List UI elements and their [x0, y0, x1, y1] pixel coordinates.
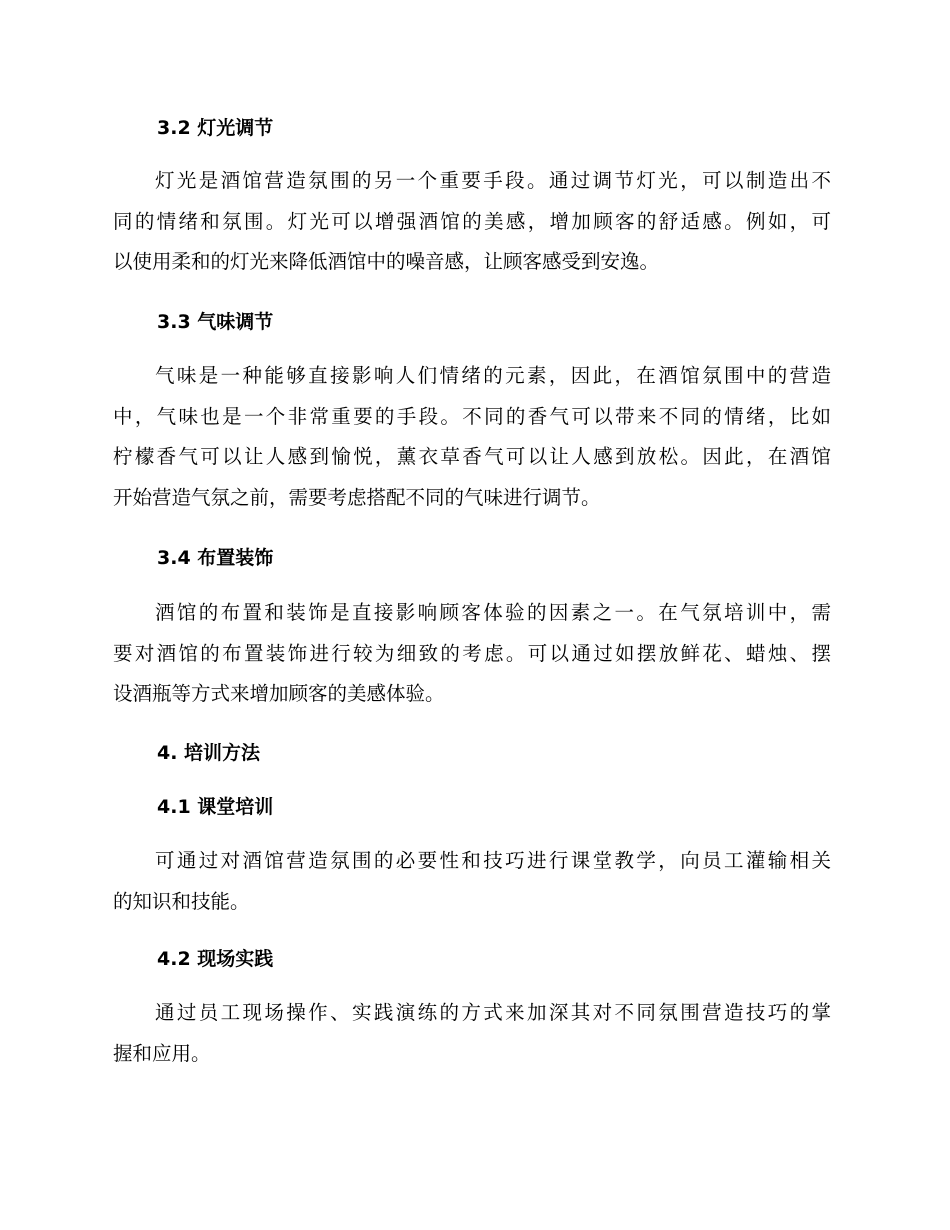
paragraph-line: 开始营造气氛之前，需要考虑搭配不同的气味进行调节。 [113, 485, 601, 509]
section-paragraph-4-1 [113, 841, 831, 922]
section-paragraph-3-4 [113, 593, 831, 715]
section-heading-3-3: 3.3 气味调节 [157, 311, 274, 333]
paragraph-line: 柠檬香气可以让人感到愉悦，薰衣草香气可以让人感到放松。因此，在酒馆 [113, 445, 831, 468]
paragraph-line: 中，气味也是一个非常重要的手段。不同的香气可以带来不同的情绪，比如 [113, 404, 831, 428]
section-paragraph-4-2 [113, 993, 831, 1074]
paragraph-line: 可通过对酒馆营造氛围的必要性和技巧进行课堂教学，向员工灌输相关 [155, 849, 831, 872]
paragraph-line: 握和应用。 [113, 1041, 211, 1065]
section-heading-4: 4. 培训方法 [157, 742, 261, 764]
section-heading-3-4: 3.4 布置装饰 [157, 547, 274, 569]
paragraph-line: 灯光是酒馆营造氛围的另一个重要手段。通过调节灯光，可以制造出不 [155, 169, 831, 192]
paragraph-line: 同的情绪和氛围。灯光可以增强酒馆的美感，增加顾客的舒适感。例如，可 [113, 209, 831, 233]
paragraph-line: 酒馆的布置和装饰是直接影响顾客体验的因素之一。在气氛培训中，需 [155, 601, 831, 624]
paragraph-line: 以使用柔和的灯光来降低酒馆中的噪音感，让顾客感受到安逸。 [113, 250, 660, 273]
paragraph-line: 气味是一种能够直接影响人们情绪的元素，因此，在酒馆氛围中的营造 [155, 364, 831, 387]
paragraph-line: 通过员工现场操作、实践演练的方式来加深其对不同氛围营造技巧的掌 [155, 1001, 831, 1024]
paragraph-line: 的知识和技能。 [113, 889, 250, 913]
paragraph-line: 设酒瓶等方式来增加顾客的美感体验。 [113, 682, 445, 705]
section-paragraph-3-3 [113, 356, 831, 518]
section-paragraph-3-2 [113, 161, 831, 283]
section-heading-3-2: 3.2 灯光调节 [157, 117, 274, 139]
paragraph-line: 要对酒馆的布置装饰进行较为细致的考虑。可以通过如摆放鲜花、蜡烛、摆 [113, 641, 831, 665]
section-heading-4-2: 4.2 现场实践 [157, 948, 274, 970]
section-heading-4-1: 4.1 课堂培训 [157, 796, 274, 818]
